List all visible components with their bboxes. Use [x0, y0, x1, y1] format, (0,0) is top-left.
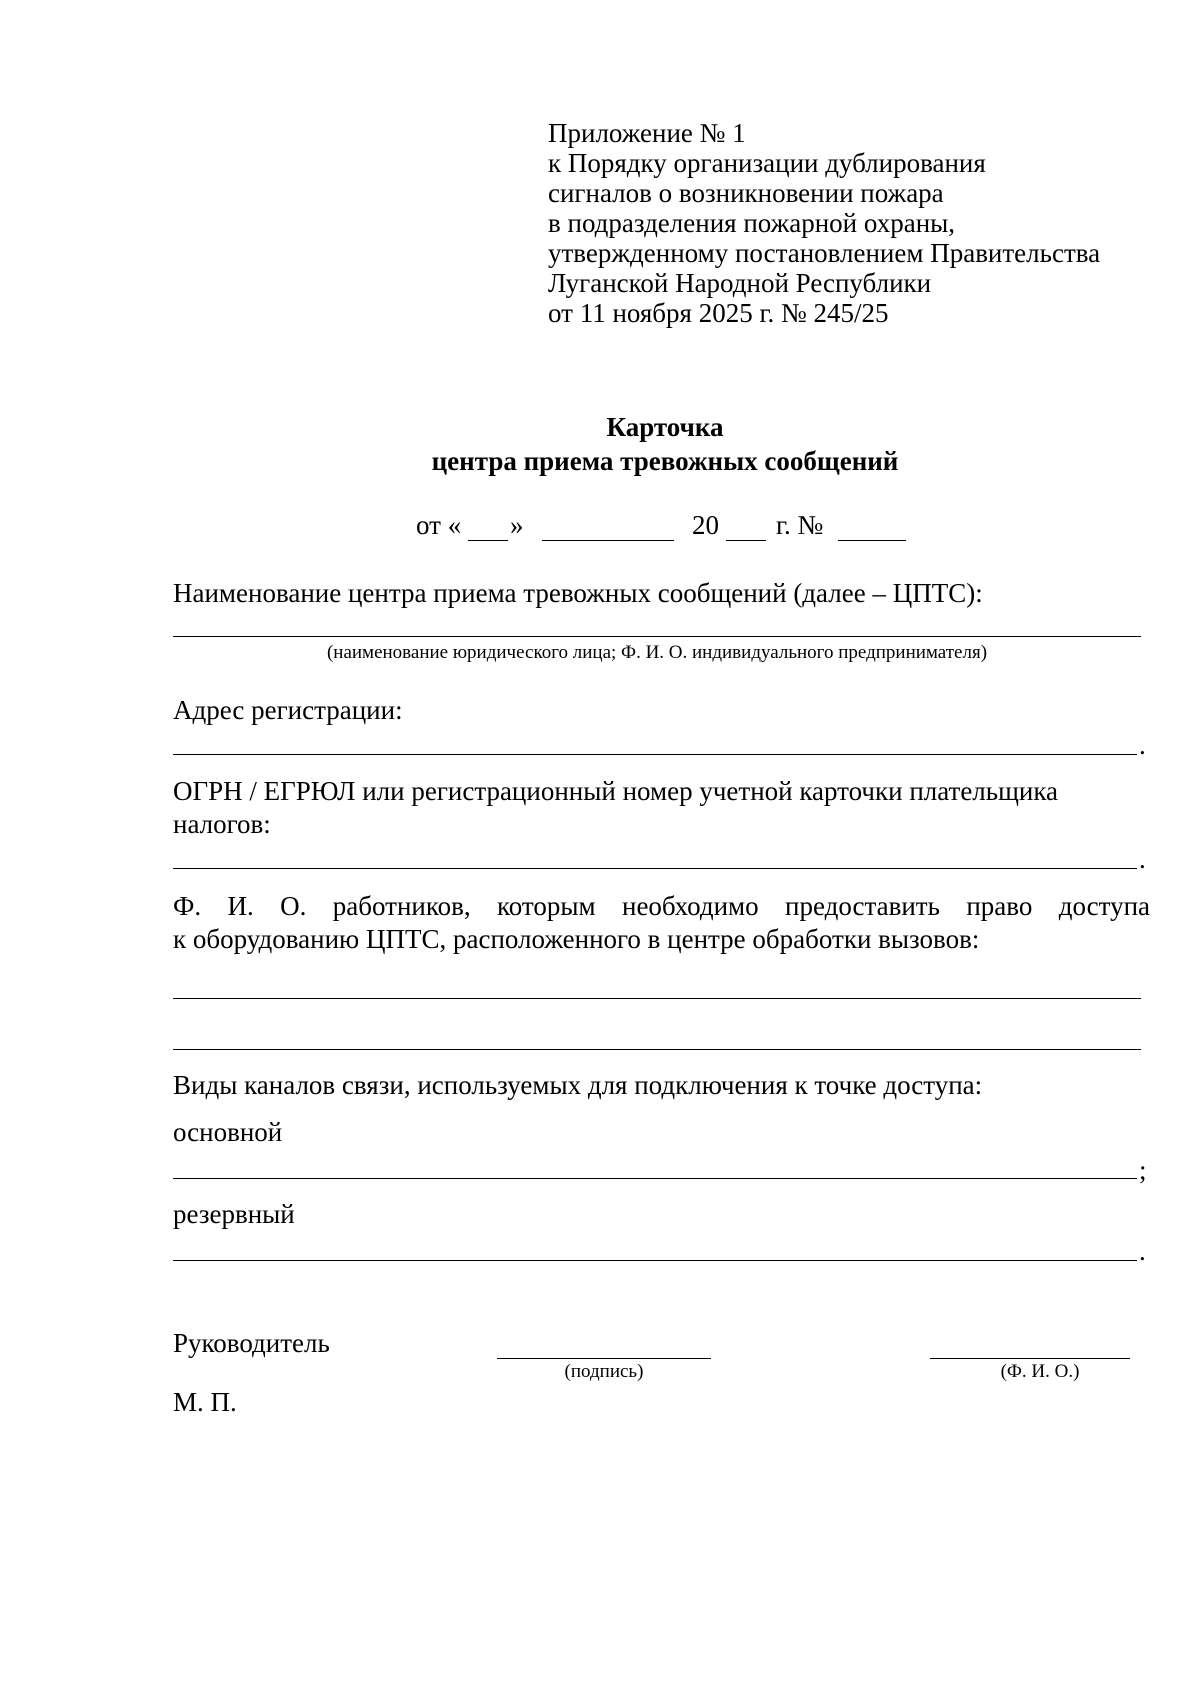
primary-channel-blank[interactable]: [173, 1178, 1137, 1179]
day-blank[interactable]: [468, 540, 508, 541]
address-label: Адрес регистрации:: [173, 695, 403, 725]
appendix-line: от 11 ноября 2025 г. № 245/25: [548, 298, 889, 328]
ogrn-label-line1: ОГРН / ЕГРЮЛ или регистрационный номер учетной карточки плательщика: [173, 776, 1059, 806]
staff-blank-1[interactable]: [173, 998, 1141, 999]
appendix-line: Приложение № 1: [548, 118, 746, 148]
year-blank[interactable]: [726, 540, 766, 541]
channels-label: Виды каналов связи, используемых для подключения к точке доступа:: [173, 1070, 983, 1100]
ogrn-end-mark: .: [1139, 844, 1146, 874]
date-from-label: от «: [416, 510, 462, 540]
appendix-line: Луганской Народной Республики: [548, 268, 932, 298]
appendix-block: [548, 118, 1100, 328]
address-end-mark: .: [1139, 730, 1146, 760]
backup-end-mark: .: [1139, 1236, 1146, 1266]
staff-blank-2[interactable]: [173, 1049, 1141, 1050]
primary-channel-label: основной: [173, 1117, 283, 1147]
primary-end-mark: ;: [1139, 1155, 1147, 1185]
backup-channel-label: резервный: [173, 1199, 295, 1229]
appendix-line: утвержденному постановлением Правительства: [548, 238, 1101, 268]
date-close-quote: »: [510, 510, 524, 540]
center-name-label: Наименование центра приема тревожных сообщений (далее – ЦПТС):: [173, 578, 983, 608]
number-blank[interactable]: [838, 540, 906, 541]
document-title: Карточка: [606, 412, 724, 442]
appendix-line: сигналов о возникновении пожара: [548, 178, 944, 208]
head-label: Руководитель: [173, 1328, 330, 1358]
center-name-blank[interactable]: [173, 636, 1141, 637]
ogrn-label-line2: налогов:: [173, 809, 271, 839]
appendix-line: в подразделения пожарной охраны,: [548, 208, 956, 238]
staff-label-line1: Ф. И. О. работников, которым необходимо предоставить право доступа: [173, 891, 1150, 921]
backup-channel-blank[interactable]: [173, 1260, 1137, 1261]
month-blank[interactable]: [542, 540, 674, 541]
center-name-hint: (наименование юридического лица; Ф. И. О. индивидуального предпринимателя): [326, 642, 988, 663]
address-blank[interactable]: [173, 754, 1137, 755]
fio-blank[interactable]: [930, 1358, 1130, 1359]
signature-hint: (подпись): [564, 1361, 644, 1382]
staff-label-line2: к оборудованию ЦПТС, расположенного в центре обработки вызовов:: [173, 924, 980, 954]
year-prefix: 20: [692, 510, 719, 540]
stamp-place: М. П.: [173, 1387, 237, 1417]
number-label: г. №: [776, 510, 824, 540]
signature-blank[interactable]: [497, 1358, 711, 1359]
appendix-line: к Порядку организации дублирования: [548, 148, 986, 178]
ogrn-blank[interactable]: [173, 868, 1137, 869]
fio-hint: (Ф. И. О.): [1000, 1361, 1080, 1382]
document-subtitle: центра приема тревожных сообщений: [431, 446, 899, 476]
